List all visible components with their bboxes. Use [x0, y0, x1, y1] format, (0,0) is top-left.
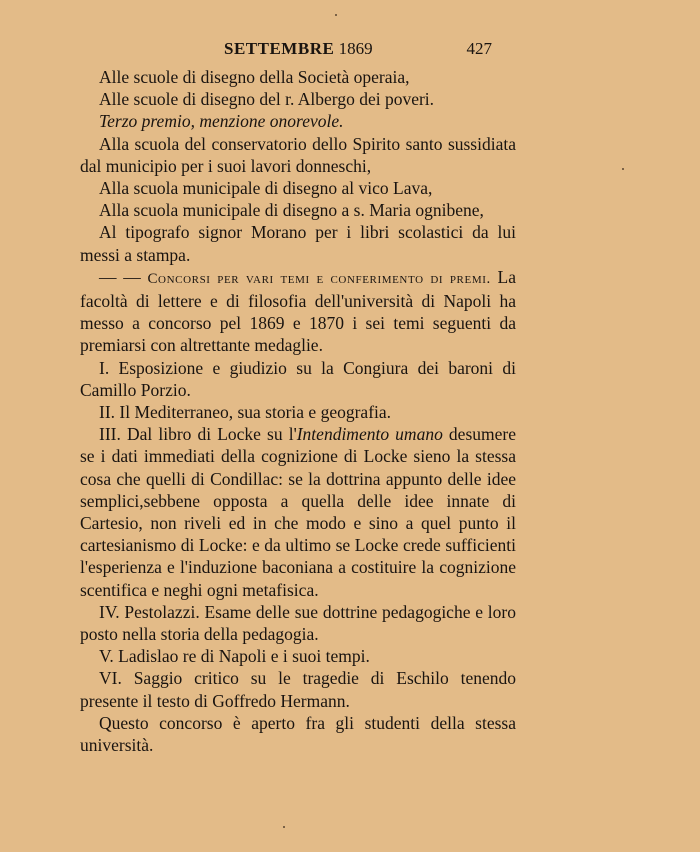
section-dash: — — — [99, 266, 148, 287]
paragraph-concorso-aperto: Questo concorso è aperto fra gli studenti della stessa università. — [80, 712, 516, 756]
tema-3-intro: III. Dal libro di Locke su l' — [99, 424, 297, 445]
paragraph-societa-operaia: Alle scuole di disegno della Società operaia, — [99, 67, 410, 87]
paragraph-conservatorio: Alla scuola del conservatorio dello Spirito santo sussidiata dal municipio per i suoi lavori donneschi, — [80, 133, 516, 176]
tema-3-book-title: Intendimento umano — [296, 424, 443, 445]
running-header — [224, 39, 492, 61]
paper-speck — [335, 14, 337, 16]
paper-speck — [283, 826, 285, 828]
paragraph-terzo-premio: Terzo premio, menzione onorevole. — [99, 111, 344, 132]
header-year: 1869 — [338, 39, 373, 58]
paragraph-tema-2: II. Il Mediterraneo, sua storia e geografia. — [99, 402, 392, 423]
paper-speck — [622, 168, 624, 170]
page-number: 427 — [466, 39, 492, 58]
section-text: La facoltà di lettere e di filosofia dell'università di Napoli ha messo a concorso pel 1869 e 1870 i sei temi seguenti da premiarsi con altrettante medaglie. — [80, 266, 516, 356]
paragraph-concorsi — [80, 266, 516, 357]
header-month: SETTEMBRE — [224, 39, 335, 58]
paragraph-santa-maria: Alla scuola municipale di disegno a s. Maria ognibene, — [99, 200, 484, 221]
paragraph-tipografo-morano: Al tipografo signor Morano per i libri scolastici da lui messi a stampa. — [80, 222, 516, 265]
paragraph-albergo-poveri: Alle scuole di disegno del r. Albergo dei poveri. — [99, 89, 435, 110]
paragraph-tema-1: I. Esposizione e giudizio su la Congiura dei baroni di Camillo Porzio. — [80, 357, 516, 400]
page-body — [80, 66, 516, 756]
paragraph-tema-6: VI. Saggio critico su le tragedie di Eschilo tenendo presente il testo di Goffredo Hermann. — [80, 668, 516, 711]
tema-3-rest: desumere se i dati immediati della cognizione di Locke sieno la stessa cosa che quelli di Condillac: se la dottrina appunto delle idee semplici,sebbene opposta a quella delle idee innate di Cartesio, non riveli ed in che modo e sino a quel punto il cartesianismo di Locke: e da ultimo se Locke crede sufficienti l'esperienza e l'induzione baconiana a costituire la cognizione scentifica e neghi ogni metafisica. — [80, 424, 516, 600]
paragraph-tema-3 — [80, 423, 516, 601]
paragraph-tema-4: IV. Pestolazzi. Esame delle sue dottrine pedagogiche e loro posto nella storia della pedagogia. — [80, 601, 516, 645]
paragraph-tema-5: V. Ladislao re di Napoli e i suoi tempi. — [99, 646, 370, 667]
paragraph-vico-lava: Alla scuola municipale di disegno al vico Lava, — [99, 178, 433, 199]
section-title: Concorsi per vari temi e conferimento di premi. — [147, 270, 491, 287]
